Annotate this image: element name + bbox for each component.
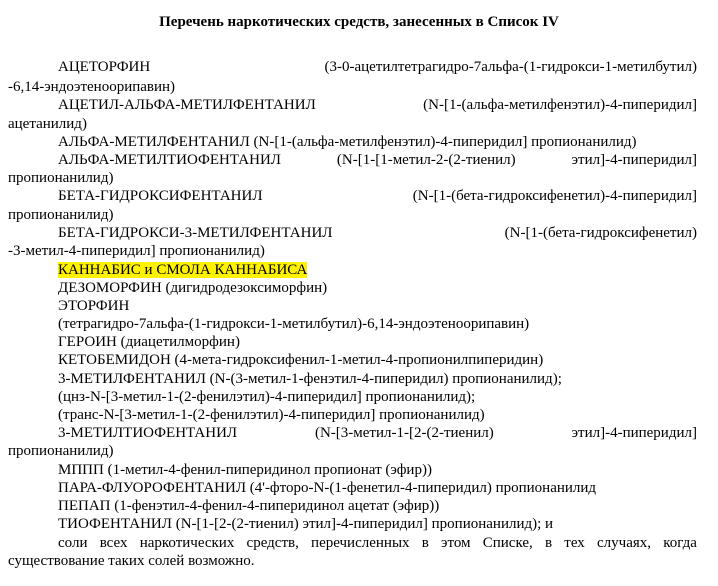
list-item-3-methylthiofentanyl (58, 423, 697, 443)
list-item-acetorphine (58, 57, 697, 77)
substance-description: (N-[1-[1-метил-2-(2-тиенил) (336, 152, 516, 168)
list-item-alpha-methylfentanyl: АЛЬФА-МЕТИЛФЕНТАНИЛ (N-[1-(альфа-метилфенэтил)-4-пиперидил] пропионанилид) (58, 134, 637, 150)
list-item-continuation: существование таких солей возможно. (8, 553, 255, 569)
list-item-continuation: пропионанилид) (8, 170, 114, 186)
list-item-3-methylfentanyl-cis: (цнз-N-[3-метил-1-(2-фенилэтил)-4-пиперидил] пропионанилид); (58, 389, 476, 405)
list-item-beta-hydroxyfentanyl (58, 186, 697, 206)
salts-word: этом (441, 535, 471, 551)
salts-word: средств, (246, 535, 299, 551)
list-item-etorphine-description: (тетрагидро-7альфа-(1-гидрокси-1-метилбутил)-6,14-эндоэтеноорипавин) (58, 316, 530, 332)
substance-name: АЦЕТИЛ-АЛЬФА-МЕТИЛФЕНТАНИЛ (58, 97, 316, 113)
substance-description: (N-[1-(альфа-метилфенэтил)-4-пиперидил] (423, 97, 697, 113)
list-item-desomorphine: ДЕЗОМОРФИН (дигидродезоксиморфин) (58, 280, 328, 296)
salts-word: всех (99, 535, 128, 551)
list-item-mppp: МППП (1-метил-4-фенил-пиперидинол пропионат (эфир)) (58, 462, 432, 478)
substance-description: (N-[1-(бета-гидроксифенетил) (504, 225, 697, 241)
substance-name: АЦЕТОРФИН (58, 59, 151, 75)
list-item-beta-hydroxy-3-methylfentanyl (58, 223, 697, 243)
list-item-3-methylfentanyl-trans: (транс-N-[3-метил-1-(2-фенилэтил)-4-пиперидил] пропионанилид) (58, 407, 485, 423)
list-item-heroin: ГЕРОИН (диацетилморфин) (58, 334, 240, 350)
salts-word: Списке, (482, 535, 533, 551)
list-item-ketobemidone: КЕТОБЕМИДОН (4-мета-гидроксифенил-1-метил-4-пропионилпиперидин) (58, 352, 544, 368)
list-item-alpha-methylthiofentanyl (58, 150, 697, 170)
list-item-3-methylfentanyl: 3-МЕТИЛФЕНТАНИЛ (N-(3-метил-1-фенэтил-4-пиперидил) пропионанилид); (58, 371, 562, 387)
list-item-continuation: пропионанилид) (8, 443, 114, 459)
salts-word: тех (564, 535, 585, 551)
substance-description: этил]-4-пиперидил] (571, 152, 697, 168)
salts-word: когда (663, 535, 697, 551)
substance-description: этил]-4-пиперидил] (571, 425, 697, 441)
salts-word: случаях, (597, 535, 652, 551)
list-item-pepap: ПЕПАП (1-фенэтил-4-фенил-4-пиперидинол ацетат (эфир)) (58, 498, 440, 514)
salts-word: перечисленных (311, 535, 410, 551)
substance-name: БЕТА-ГИДРОКСИ-3-МЕТИЛФЕНТАНИЛ (58, 225, 333, 241)
list-item-continuation: -6,14-эндоэтеноорипавин) (8, 79, 176, 95)
list-item-etorphine: ЭТОРФИН (58, 298, 130, 314)
salts-word: в (545, 535, 553, 551)
list-item-continuation: пропионанилид) (8, 207, 114, 223)
substance-name: БЕТА-ГИДРОКСИФЕНТАНИЛ (58, 188, 263, 204)
salts-word: соли (58, 535, 88, 551)
list-item-salts (58, 533, 697, 553)
list-item-continuation: -3-метил-4-пиперидил] пропионанилид) (8, 243, 265, 259)
list-item-acetyl-alpha-methylfentanyl (58, 95, 697, 115)
list-item-cannabis (58, 260, 697, 280)
document-title: Перечень наркотических средств, занесенных в Список IV (159, 14, 559, 30)
highlighted-text: КАННАБИС и СМОЛА КАННАБИСА (58, 262, 308, 278)
substance-description: (3-0-ацетилтетрагидро-7альфа-(1-гидрокси-1-метилбутил) (324, 59, 697, 75)
substance-name: 3-МЕТИЛТИОФЕНТАНИЛ (58, 425, 238, 441)
substance-name: АЛЬФА-МЕТИЛТИОФЕНТАНИЛ (58, 152, 281, 168)
list-item-continuation: ацетанилид) (8, 116, 87, 132)
list-item-para-fluorofentanyl: ПАРА-ФЛУОРОФЕНТАНИЛ (4'-фторо-N-(1-фенетил-4-пиперидил) пропионанилид (58, 480, 597, 496)
salts-word: наркотических (139, 535, 235, 551)
salts-word: в (421, 535, 429, 551)
list-item-thiofentanyl: ТИОФЕНТАНИЛ (N-[1-[2-(2-тиенил) этил]-4-пиперидил] пропионанилид); и (58, 516, 554, 532)
substance-description: (N-[3-метил-1-[2-(2-тиенил) (314, 425, 494, 441)
substance-description: (N-[1-(бета-гидроксифенетил)-4-пиперидил] (412, 188, 697, 204)
